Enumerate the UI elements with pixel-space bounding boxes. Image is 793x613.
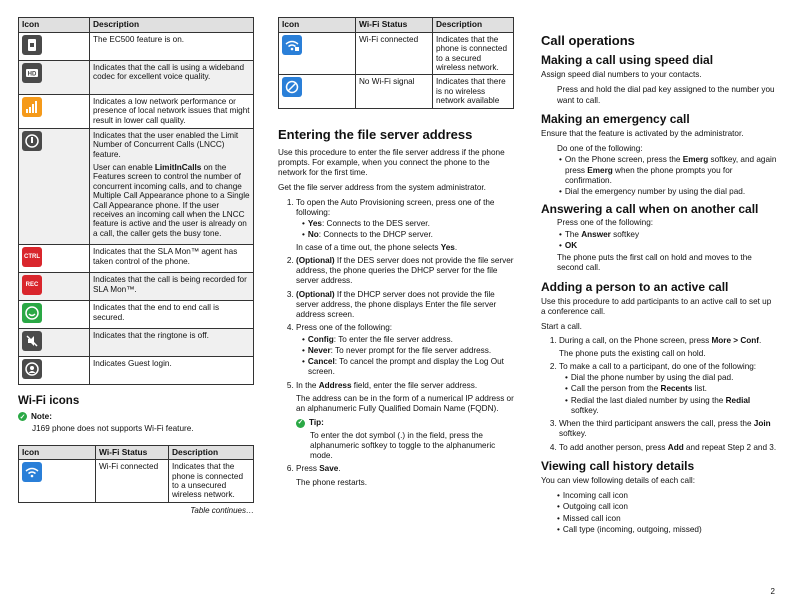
list-item: • Incoming call icon (557, 491, 777, 501)
tip-label: ✓ Tip: (297, 418, 324, 428)
tip-icon: ✓ (297, 419, 304, 427)
speed-dial-intro: Assign speed dial numbers to your contacts. (541, 70, 702, 79)
table-row (19, 357, 254, 385)
table-row (19, 32, 254, 60)
list-item: 1. To open the Auto Provisioning screen, press one of the following: • Yes: Connects to the DES server. • No: Connects to the DHCP server. In case of a time out, the phone selects Yes. (296, 198, 514, 253)
wifi-icons-heading: Wi-Fi icons (18, 395, 80, 408)
column-1 (18, 0, 254, 515)
wifi-table (18, 445, 254, 503)
table-row (279, 75, 514, 108)
row-description: Indicates that the call is being recorded for SLA Mon™. (90, 273, 254, 301)
emergency-options (559, 155, 777, 197)
column-2 (278, 0, 514, 491)
note-text: J169 phone does not supports Wi-Fi feature. (32, 424, 194, 434)
list-item: • Missed call icon (557, 514, 777, 524)
end-call-icon (22, 303, 42, 323)
note-label: ✓ Note: (19, 412, 52, 422)
col-header-description: Description (433, 18, 514, 33)
tip-text: To enter the dot symbol (.) in the field, press the alphanumeric softkey to toggle to the alphanumeric mode. (310, 430, 496, 461)
file-server-steps (278, 198, 514, 488)
table-row (19, 245, 254, 273)
list-item: 1. During a call, on the Phone screen, press More > Conf. The phone puts the existing call on hold. (559, 336, 777, 359)
history-heading: Viewing call history details (541, 458, 695, 473)
table-row (19, 94, 254, 128)
history-items (557, 491, 777, 535)
table-row (19, 273, 254, 301)
table-row (19, 301, 254, 329)
file-server-heading: Entering the file server address (278, 126, 473, 142)
wifi-status: No Wi-Fi signal (356, 75, 433, 108)
table-continues: Table continues… (190, 505, 254, 515)
answering-options (559, 230, 777, 252)
col-header-description: Description (169, 445, 254, 460)
adding-heading: Adding a person to an active call (541, 279, 729, 294)
col-header-status: Wi-Fi Status (96, 445, 169, 460)
list-item: • The Answer softkey (559, 230, 777, 240)
wifi-secured-icon (282, 35, 302, 55)
list-item: 2. (Optional) If the DES server does not provide the file server address, the phone queries the DHCP server for the file server address. (296, 256, 514, 287)
adding-intro: Use this procedure to add participants to an active call to set up a conference call. (541, 296, 772, 316)
row-description: Indicates that the SLA Mon™ agent has taken control of the phone. (90, 245, 254, 273)
list-item: • Dial the emergency number by using the dial pad. (559, 187, 777, 197)
guest-login-icon (22, 359, 42, 379)
row-description: Indicates a low network performance or presence of local network issues that might result in lower call quality. (90, 94, 254, 128)
history-intro: You can view following details of each call: (541, 475, 695, 485)
wifi-status: Wi-Fi connected (356, 32, 433, 75)
table-row (19, 329, 254, 357)
call-operations-heading: Call operations (541, 33, 635, 48)
row-description: Indicates that the user enabled the Limit Number of Concurrent Calls (LNCC) feature. (93, 130, 239, 159)
row-description: Indicates that the phone is connected to a secured wireless network. (433, 32, 514, 75)
list-item: 6. Press Save. The phone restarts. (296, 464, 514, 488)
table-row (19, 128, 254, 245)
answering-press-one: Press one of the following: (557, 218, 654, 228)
lncc-icon (22, 131, 42, 151)
row-description: Indicates that the end to end call is secured. (90, 301, 254, 329)
svg-text:HD: HD (27, 71, 37, 78)
wifi-status: Wi-Fi connected (96, 460, 169, 503)
row-description: Indicates Guest login. (90, 357, 254, 385)
speed-dial-heading: Making a call using speed dial (541, 53, 714, 67)
table-row (279, 32, 514, 75)
row-description: Indicates that the ringtone is off. (90, 329, 254, 357)
row-description: Indicates that the call is using a wideband codec for excellent voice quality. (90, 60, 254, 94)
speed-dial-text: Press and hold the dial pad key assigned to the number you want to call. (557, 85, 775, 105)
file-server-intro: Use this procedure to enter the file server address if the phone prompts. For example, when you connect the phone to the network for the first time. (278, 147, 505, 178)
table-row (19, 460, 254, 503)
rec-icon: REC (22, 275, 42, 295)
file-server-get: Get the file server address from the system administrator. (278, 183, 486, 193)
col-header-icon: Icon (19, 445, 96, 460)
emergency-do-one: Do one of the following: (557, 144, 643, 153)
list-item: 2. To make a call to a participant, do one of the following: • Dial the phone number by using the dial pad. • Call the person from the Recents list. • Redial the last dialed number by using the Redial softkey. (559, 362, 777, 416)
list-item: 4. Press one of the following: • Config: To enter the file server address. • Never: To never prompt for the file server address. • Cancel: To cancel the prompt and display the Log Out screen. (296, 323, 514, 377)
list-item: 4. To add another person, press Add and repeat Step 2 and 3. (559, 443, 777, 453)
ec500-icon (22, 35, 42, 55)
ringtone-off-icon (22, 331, 42, 351)
no-wifi-icon (282, 77, 302, 97)
col-header-description: Description (90, 18, 254, 33)
list-item: • OK (559, 241, 777, 251)
row-description: Indicates that the phone is connected to a unsecured wireless network. (169, 460, 254, 503)
row-description: Indicates that there is no wireless network available (433, 75, 514, 108)
list-item: • Call type (incoming, outgoing, missed) (557, 525, 777, 535)
lncc-detail: User can enable LimitInCalls on the Features screen to control the number of concurrent incoming calls, and to change Multiple Call Appearance phone to a Single Call Appearance phone. If the user receives an incoming call when the LNCC feature is active and the user is already on a call, the caller gets the busy tone. (93, 162, 250, 238)
wifi-connected-icon (22, 462, 42, 482)
list-item: 3. (Optional) If the DHCP server does not provide the file server address, the phone displays Enter the file server address screen. (296, 290, 514, 321)
list-item: 5. In the Address field, enter the file server address. The address can be in the form of a numerical IP address or an alphanumeric Fully Qualified Domain Name (FQDN). ✓ Tip: To enter the dot symbol (.) in the field, press the alphanumeric softkey to toggle to the alphanumeric mode. (296, 381, 514, 462)
page-number: 2 (770, 587, 775, 596)
ctrl-icon: CTRL (22, 247, 42, 267)
emergency-intro: Ensure that the feature is activated by the administrator. (541, 128, 744, 138)
col-header-icon: Icon (19, 18, 90, 33)
list-item: • Outgoing call icon (557, 502, 777, 512)
hd-icon (22, 63, 42, 83)
list-item: • On the Phone screen, press the Emerg softkey, and again press Emerg when the phone prompts you for confirmation. (559, 155, 777, 186)
list-item: 3. When the third participant answers the call, press the Join softkey. (559, 419, 777, 440)
col-header-status: Wi-Fi Status (356, 18, 433, 33)
note-icon: ✓ (19, 413, 26, 421)
emergency-heading: Making an emergency call (541, 111, 690, 126)
column-3 (541, 0, 777, 536)
col-header-icon: Icon (279, 18, 356, 33)
answering-text: The phone puts the first call on hold and moves to the second call. (557, 253, 752, 273)
wifi-table-2 (278, 17, 514, 109)
icon-table (18, 17, 254, 385)
adding-steps (541, 336, 777, 453)
network-bars-icon (22, 97, 42, 117)
adding-start: Start a call. (541, 322, 582, 331)
answering-heading: Answering a call when on another call (541, 202, 759, 217)
row-description: The EC500 feature is on. (90, 32, 254, 60)
table-row (19, 60, 254, 94)
